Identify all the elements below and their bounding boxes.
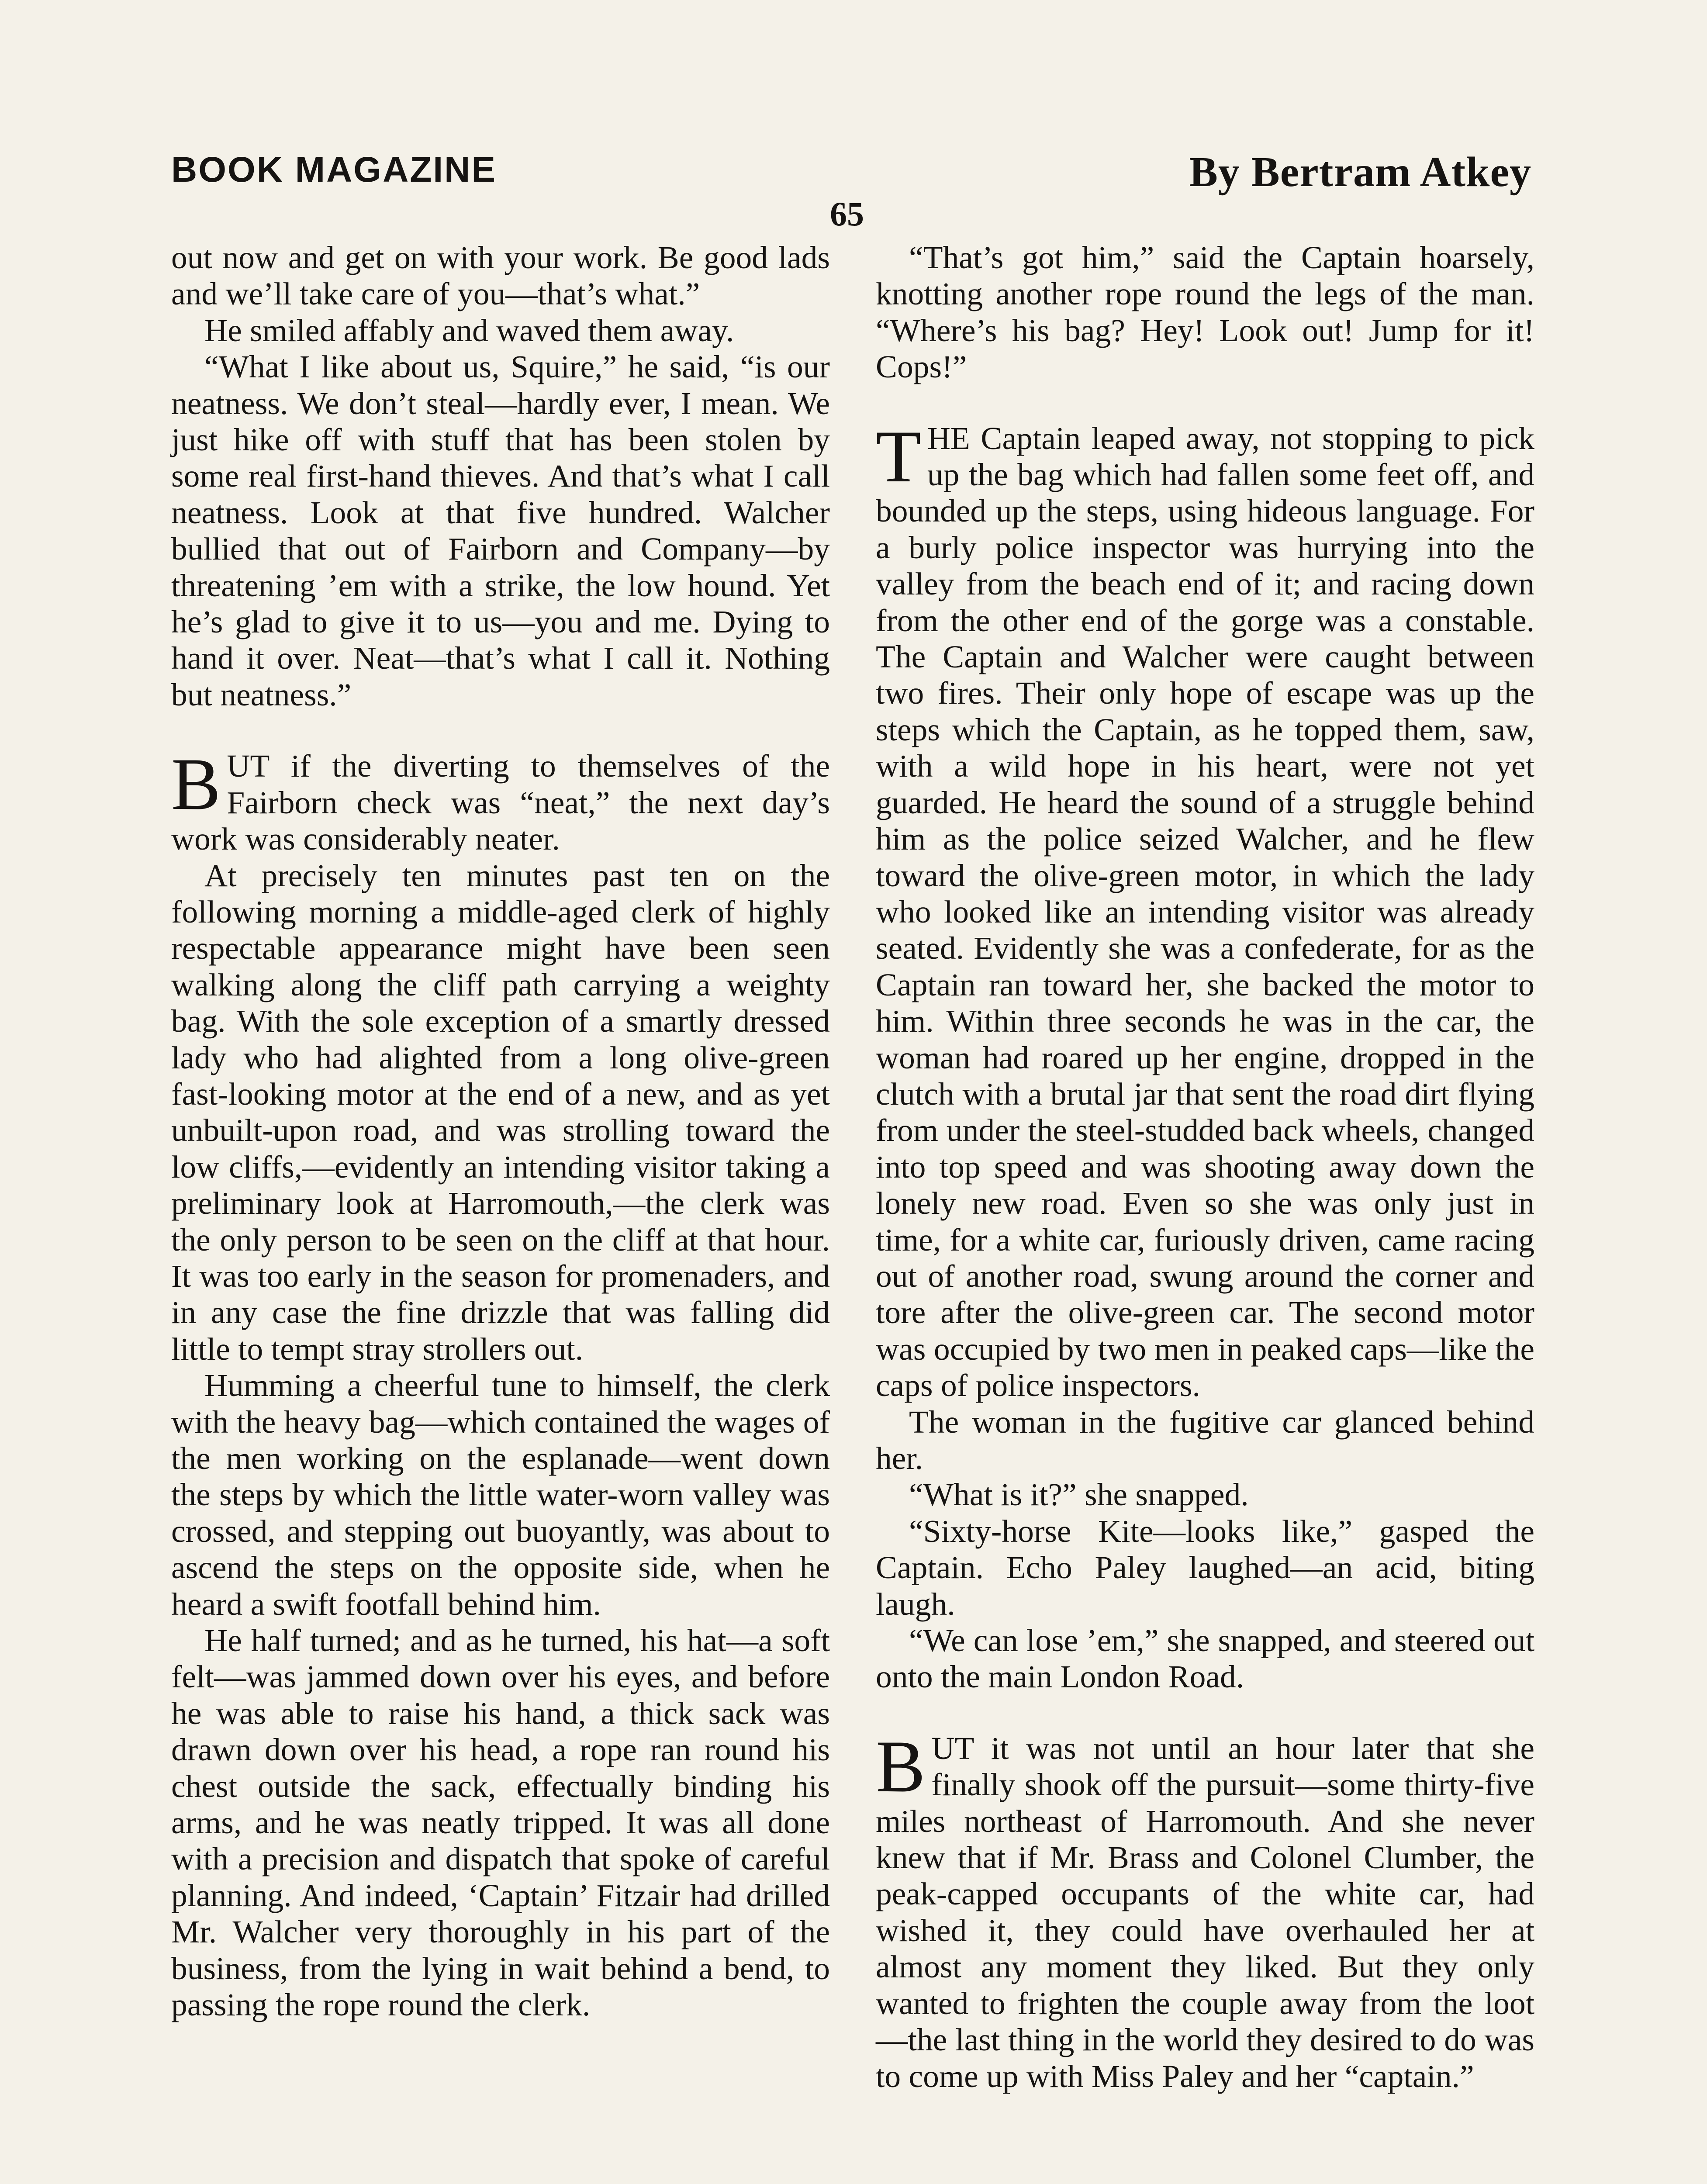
paragraph: At precisely ten minutes past ten on the following morning a middle-aged clerk of highly respectable appearance might have been seen walking along the cliff path carrying a weighty bag. With the sole exception of a smartly dressed lady who had alighted from a long olive-green fast-looking motor at the end of a new, and as yet unbuilt-upon road, and was strolling toward the low cliffs,—evidently an intending visitor taking a preliminary look at Harromouth,—the clerk was the only person to be seen on the cliff at that hour. It was too early in the season for promenaders, and in any case the fine drizzle that was falling did little to tempt stray strollers out. <box>171 857 830 1367</box>
paragraph: “What is it?” she snapped. <box>909 1477 1249 1513</box>
paragraph-with-dropcap <box>171 743 830 857</box>
paragraph: “That’s got him,” said the Captain hoarsely, knotting another rope round the legs of the man. “Where’s his bag? Hey! Look out! Jump for it! Cops!” <box>876 240 1534 385</box>
paragraph: “We can lose ’em,” she snapped, and steered out onto the main London Road. <box>876 1623 1534 1695</box>
paragraph: “What I like about us, Squire,” he said, “is our neatness. We don’t steal—hardly ever, I mean. We just hike off with stuff that has been stolen by some real first-hand thieves. And that’s what I call neatness. Look at that five hundred. Walcher bullied that out of Fairborn and Company—by threatening ’em with a strike, the low hound. Yet he’s glad to give it to us—you and me. Dying to hand it over. Neat—that’s what I call it. Nothing but neatness.” <box>171 349 830 712</box>
drop-cap: B <box>171 743 221 826</box>
paragraph-with-dropcap <box>876 1725 1534 2094</box>
paragraph: He smiled affably and waved them away. <box>204 312 734 348</box>
paragraph-text: UT it was not until an hour later that she finally shook off the pursuit—some thirty-five miles northeast of Harromouth. And she never knew that if Mr. Brass and Colonel Clumber, the peak-capped occupants of the white car, had wished it, they could have overhauled her at almost any moment they liked. But they only wanted to frighten the couple away from the loot—the last thing in the world they desired to do was to come up with Miss Paley and her “captain.” <box>876 1730 1534 2094</box>
paragraph: He half turned; and as he turned, his hat—a soft felt—was jammed down over his eyes, and before he was able to raise his hand, a thick sack was drawn down over his head, a rope ran round his chest outside the sack, effectually binding his arms, and he was neatly tripped. It was all done with a precision and dispatch that spoke of careful planning. And indeed, ‘Captain’ Fitzair had drilled Mr. Walcher very thoroughly in his part of the business, from the lying in wait behind a bend, to passing the rope round the clerk. <box>171 1623 830 2023</box>
author-byline: By Bertram Atkey <box>1189 149 1531 196</box>
left-column <box>171 239 830 2023</box>
magazine-title: BOOK MAGAZINE <box>171 150 497 190</box>
paragraph: out now and get on with your work. Be good lads and we’ll take care of you—that’s what.” <box>171 240 830 312</box>
paragraph-text: UT if the diverting to themselves of the Fairborn check was “neat,” the next day’s work was considerably neater. <box>171 748 830 857</box>
right-column <box>876 239 1534 2094</box>
page-number: 65 <box>830 195 864 233</box>
drop-cap: T <box>876 415 921 498</box>
paragraph-with-dropcap <box>876 415 1534 1404</box>
paragraph: Humming a cheerful tune to himself, the clerk with the heavy bag—which contained the wages of the men working on the esplanade—went down the steps by which the little water-worn valley was crossed, and stepping out buoyantly, was about to ascend the steps on the opposite side, when he heard a swift footfall behind him. <box>171 1368 830 1622</box>
paragraph-text: HE Captain leaped away, not stopping to pick up the bag which had fallen some feet off, and bounded up the steps, using hideous language. For a burly police inspector was hurrying into the valley from the beach end of it; and racing down from the other end of the gorge was a constable. The Captain and Walcher were caught between two fires. Their only hope of escape was up the steps which the Captain, as he topped them, saw, with a wild hope in his heart, were not yet guarded. He heard the sound of a struggle behind him as the police seized Walcher, and he flew toward the olive-green motor, in which the lady who looked like an intending visitor was already seated. Evidently she was a confederate, for as the Captain ran toward her, she backed the motor to him. Within three seconds he was in the car, the woman had roared up her engine, dropped in the clutch with a brutal jar that sent the road dirt flying from under the steel-studded back wheels, changed into top speed and was shooting away down the lonely new road. Even so she was only just in time, for a white car, furiously driven, came racing out of another road, swung around the corner and tore after the olive-green car. The second motor was occupied by two men in peaked caps—like the caps of police inspectors. <box>876 420 1534 1403</box>
drop-cap: B <box>876 1725 926 1807</box>
paragraph: The woman in the fugitive car glanced behind her. <box>876 1404 1534 1476</box>
paragraph: “Sixty-horse Kite—looks like,” gasped the Captain. Echo Paley laughed—an acid, biting laugh. <box>876 1513 1534 1622</box>
